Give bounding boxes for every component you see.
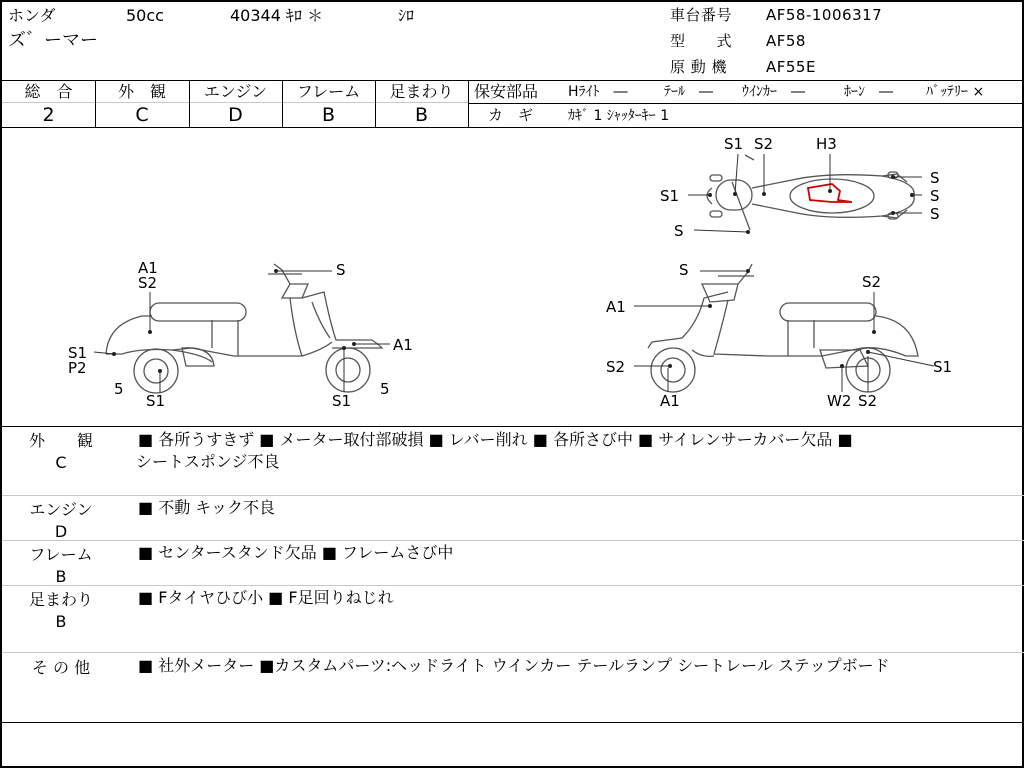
- grade-value-overall: 2: [42, 104, 55, 126]
- key-label: カ ギ: [488, 106, 534, 124]
- category-grade: B: [55, 566, 67, 586]
- category-label: 外 観: [28, 431, 93, 450]
- comment-line: ■ センタースタンド欠品 ■ フレームさび中: [138, 543, 454, 562]
- frame-no: AF58-1006317: [766, 6, 883, 24]
- category-label: フレーム: [29, 545, 93, 564]
- grade-value-engine: D: [228, 104, 243, 126]
- body-color: ｼﾛ: [398, 6, 415, 25]
- safety-item-winker: ｳｲﾝｶｰ ―: [742, 84, 805, 100]
- key-value: ｶｷﾞ 1 ｼｬｯﾀｰｷｰ 1: [568, 108, 670, 124]
- divider: [2, 652, 1024, 653]
- comment-line: ■ 不動 キック不良: [138, 498, 275, 517]
- mark-label: S1: [332, 392, 352, 410]
- mark-label: A1: [138, 259, 158, 277]
- type-value: AF58: [766, 32, 806, 50]
- divider: [2, 540, 1024, 541]
- category-grade: D: [54, 521, 68, 541]
- mark-label: S2: [858, 392, 878, 410]
- engine-value: AF55E: [766, 58, 816, 76]
- mileage: 40344 ｷﾛ ＊: [230, 6, 324, 25]
- mark-label: S: [674, 222, 684, 240]
- condition-diagram: [2, 128, 1022, 426]
- comment-line: ■ 各所うすきず ■ メーター取付部破損 ■ レバー削れ ■ 各所さび中 ■ サイレンサーカバー欠品 ■: [138, 430, 853, 449]
- divider: [2, 426, 1024, 427]
- mark-label: S2: [754, 135, 774, 153]
- category-label: そ の 他: [31, 658, 91, 677]
- category-label: 足まわり: [28, 590, 93, 609]
- divider: [2, 80, 1024, 81]
- scooter-top-view: [707, 155, 914, 230]
- comment-line: ■ Fタイヤひび小 ■ F足回りねじれ: [138, 588, 394, 607]
- mark-label: S1: [660, 187, 680, 205]
- mark-label: S1: [933, 358, 953, 376]
- comment-category-suspension: [16, 589, 106, 632]
- divider: [2, 495, 1024, 496]
- safety-item-taillight: ﾃｰﾙ ―: [664, 84, 713, 100]
- grade-label-suspension: 足まわり: [389, 82, 454, 101]
- mark-label: S2: [138, 274, 158, 292]
- type-label: 型 式: [670, 32, 733, 50]
- divider: [2, 722, 1024, 723]
- mark-label: S: [679, 261, 689, 279]
- divider: [2, 102, 468, 103]
- mark-label: 5: [380, 380, 390, 398]
- mark-label: S2: [606, 358, 626, 376]
- comment-line: ■ 社外メーター ■カスタムパーツ:ヘッドライト ウインカー テールランプ シートレール ステップボード: [138, 656, 890, 675]
- comment-category-frame: [16, 544, 106, 587]
- mark-label: S1: [68, 344, 88, 362]
- mark-label: S: [930, 205, 940, 223]
- comment-category-exterior: [16, 430, 106, 473]
- mark-label: 5: [114, 380, 124, 398]
- grade-label-exterior: 外 観: [117, 82, 166, 101]
- comment-line: シートスポンジ不良: [136, 452, 280, 471]
- safety-item-horn: ﾎｰﾝ ―: [844, 84, 893, 100]
- mark-label: S1: [146, 392, 166, 410]
- mark-label: A1: [393, 336, 413, 354]
- mark-label: S: [930, 187, 940, 205]
- displacement: 50cc: [126, 6, 164, 25]
- divider: [468, 103, 1024, 104]
- divider: [468, 80, 469, 127]
- mark-label: H3: [816, 135, 837, 153]
- safety-label: 保安部品: [474, 82, 539, 101]
- model-name: ズ゛ーマー: [8, 30, 98, 51]
- grade-label-overall: 総 合: [24, 82, 73, 101]
- grade-label-frame: フレーム: [296, 82, 361, 101]
- divider: [2, 585, 1024, 586]
- category-grade: C: [55, 452, 67, 472]
- grade-value-suspension: B: [414, 104, 429, 126]
- maker: ホンダ: [8, 6, 56, 25]
- category-grade: B: [55, 611, 67, 631]
- mark-label: W2: [827, 392, 852, 410]
- mark-label: S: [930, 169, 940, 187]
- safety-item-headlight: Hﾗｲﾄ ―: [568, 84, 628, 100]
- frame-no-label: 車台番号: [670, 6, 733, 24]
- category-label: エンジン: [29, 500, 93, 519]
- mark-label: A1: [606, 298, 626, 316]
- comment-category-engine: [16, 499, 106, 542]
- comment-category-other: [16, 657, 106, 679]
- mark-label: S2: [862, 273, 882, 291]
- mark-label: S1: [724, 135, 744, 153]
- mark-label: S: [336, 261, 346, 279]
- grade-label-engine: エンジン: [203, 82, 268, 101]
- mark-label: P2: [68, 359, 87, 377]
- grade-value-frame: B: [321, 104, 336, 126]
- engine-label: 原 動 機: [670, 58, 728, 76]
- grade-value-exterior: C: [135, 104, 149, 126]
- mark-label: A1: [660, 392, 680, 410]
- safety-item-battery: ﾊﾞｯﾃﾘｰ ×: [926, 84, 985, 100]
